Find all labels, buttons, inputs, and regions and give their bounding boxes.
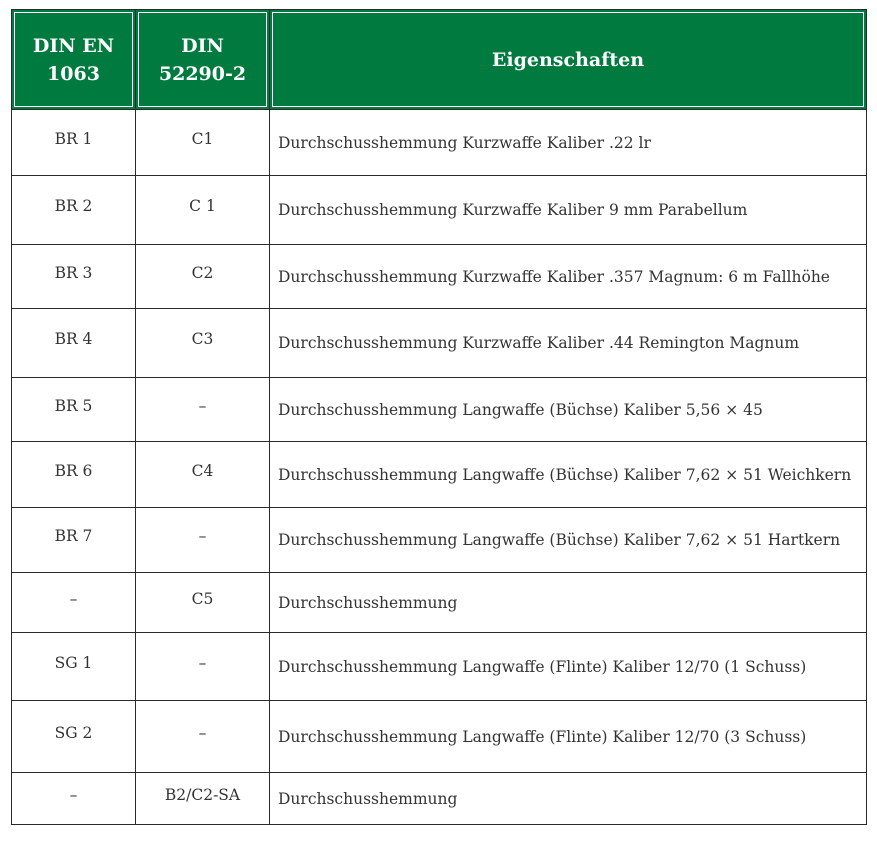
cell-din-en-1063: BR 6	[12, 442, 136, 508]
cell-din-52290-2: C1	[136, 110, 270, 176]
cell-eigenschaften: Durchschusshemmung Langwaffe (Büchse) Kaliber 5,56 × 45	[270, 378, 867, 442]
header-din-en-1063	[12, 10, 136, 110]
table-header-row	[12, 10, 867, 110]
table-row	[12, 442, 867, 508]
cell-din-en-1063: BR 2	[12, 176, 136, 245]
cell-din-en-1063: –	[12, 773, 136, 825]
cell-eigenschaften: Durchschusshemmung Langwaffe (Flinte) Kaliber 12/70 (1 Schuss)	[270, 633, 867, 701]
cell-din-52290-2: C3	[136, 309, 270, 378]
cell-din-52290-2: C2	[136, 245, 270, 309]
header-din-line1: DIN	[181, 34, 224, 57]
header-din-en-line2: 1063	[47, 62, 100, 85]
cell-eigenschaften: Durchschusshemmung Langwaffe (Büchse) Kaliber 7,62 × 51 Hartkern	[270, 508, 867, 573]
resistance-class-table	[11, 9, 867, 825]
cell-eigenschaften: Durchschusshemmung Kurzwaffe Kaliber .44 Remington Magnum	[270, 309, 867, 378]
cell-din-en-1063: BR 1	[12, 110, 136, 176]
cell-eigenschaften: Durchschusshemmung Langwaffe (Flinte) Kaliber 12/70 (3 Schuss)	[270, 701, 867, 773]
cell-din-52290-2: C5	[136, 573, 270, 633]
cell-din-52290-2: –	[136, 378, 270, 442]
cell-eigenschaften: Durchschusshemmung	[270, 573, 867, 633]
cell-eigenschaften: Durchschusshemmung Kurzwaffe Kaliber .357 Magnum: 6 m Fallhöhe	[270, 245, 867, 309]
cell-eigenschaften: Durchschusshemmung Kurzwaffe Kaliber 9 mm Parabellum	[270, 176, 867, 245]
cell-eigenschaften: Durchschusshemmung Langwaffe (Büchse) Kaliber 7,62 × 51 Weichkern	[270, 442, 867, 508]
table-row	[12, 245, 867, 309]
table-row	[12, 176, 867, 245]
table-row	[12, 573, 867, 633]
table-row	[12, 110, 867, 176]
cell-din-en-1063: SG 2	[12, 701, 136, 773]
cell-din-52290-2: –	[136, 508, 270, 573]
cell-din-en-1063: BR 3	[12, 245, 136, 309]
cell-din-52290-2: –	[136, 701, 270, 773]
table-row	[12, 701, 867, 773]
table-row	[12, 508, 867, 573]
table-row	[12, 309, 867, 378]
cell-din-52290-2: C 1	[136, 176, 270, 245]
cell-din-en-1063: BR 5	[12, 378, 136, 442]
cell-din-en-1063: –	[12, 573, 136, 633]
cell-din-en-1063: SG 1	[12, 633, 136, 701]
cell-eigenschaften: Durchschusshemmung	[270, 773, 867, 825]
cell-din-52290-2: B2/C2-SA	[136, 773, 270, 825]
header-din-52290-2	[136, 10, 270, 110]
cell-din-52290-2: –	[136, 633, 270, 701]
table-row	[12, 633, 867, 701]
cell-din-52290-2: C4	[136, 442, 270, 508]
header-din-line2: 52290-2	[158, 62, 247, 85]
header-eigenschaften: Eigenschaften	[270, 10, 867, 110]
cell-din-en-1063: BR 4	[12, 309, 136, 378]
table-row	[12, 378, 867, 442]
cell-eigenschaften: Durchschusshemmung Kurzwaffe Kaliber .22 lr	[270, 110, 867, 176]
header-din-en-line1: DIN EN	[32, 34, 115, 57]
table-row	[12, 773, 867, 825]
cell-din-en-1063: BR 7	[12, 508, 136, 573]
